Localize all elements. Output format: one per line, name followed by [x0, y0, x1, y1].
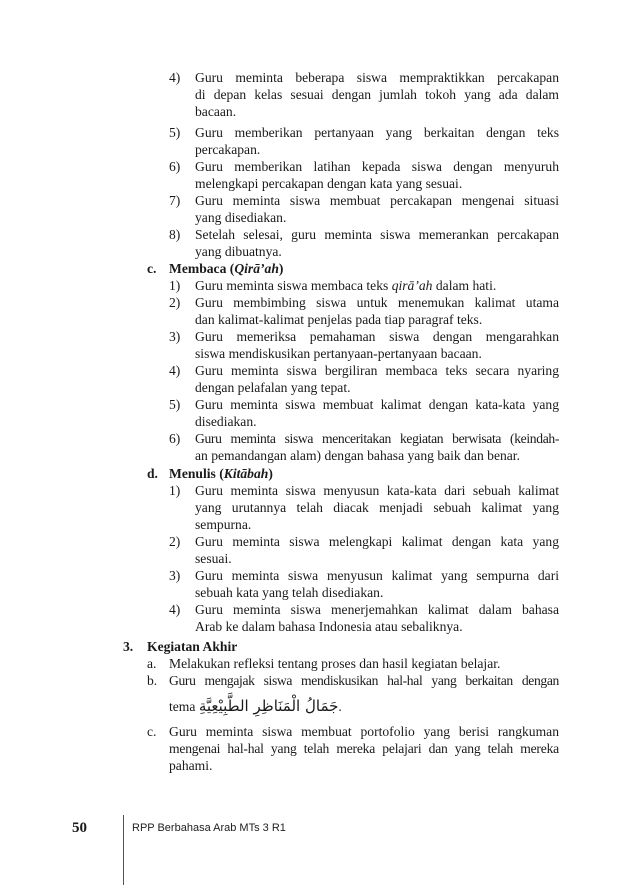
theme-line	[169, 694, 342, 718]
heading-italic: Qirā’ah	[234, 261, 279, 276]
item-number: 3)	[169, 568, 181, 583]
item-number: 5)	[169, 125, 181, 140]
list-item-text: Guru meminta siswa bergiliran membaca teks secara nyaring	[195, 363, 559, 378]
item-number: 6)	[169, 431, 181, 446]
item-letter: c.	[147, 724, 157, 739]
heading-italic: Kitābah	[223, 466, 269, 481]
list-item-text: sebuah kata yang telah disediakan.	[195, 585, 384, 600]
text-part: Guru meminta siswa membaca teks	[195, 278, 392, 293]
list-item-text: Guru meminta siswa membuat kalimat dengan kata-kata yang	[195, 397, 559, 412]
list-item-text: Guru mengajak siswa mendiskusikan hal-hal yang berkaitan dengan	[169, 673, 559, 688]
section-number: 3.	[123, 639, 134, 654]
item-number: 1)	[169, 483, 181, 498]
list-item-text: sempurna.	[195, 517, 252, 532]
heading-text: Menulis (	[169, 466, 224, 481]
heading-close: )	[268, 466, 273, 481]
list-item-text: Arab ke dalam bahasa Indonesia atau sebaliknya.	[195, 619, 463, 634]
list-item-text: yang disediakan.	[195, 210, 287, 225]
list-item-text: pahami.	[169, 758, 213, 773]
list-item-text: dengan pelafalan yang tepat.	[195, 380, 351, 395]
text-part: dalam hati.	[432, 278, 497, 293]
list-item-text: Melakukan refleksi tentang proses dan hasil kegiatan belajar.	[169, 656, 501, 671]
list-item-text: Guru meminta siswa menyusun kata-kata dari sebuah kalimat	[195, 483, 559, 498]
list-item-text: Guru meminta beberapa siswa mempraktikkan percakapan	[195, 70, 559, 85]
list-item-text: Guru meminta siswa menceritakan kegiatan berwisata (keindah-	[195, 431, 559, 446]
list-item-text: mengenai hal-hal yang telah mereka pelajari dan yang telah mereka	[169, 741, 559, 756]
section-heading	[169, 260, 283, 277]
list-item-text: Guru meminta siswa membuat portofolio yang berisi rangkuman	[169, 724, 559, 739]
list-item-text: di depan kelas sesuai dengan jumlah tokoh yang ada dalam	[195, 87, 559, 102]
item-number: 4)	[169, 70, 181, 85]
section-heading: Kegiatan Akhir	[147, 639, 238, 654]
list-item-text: Guru membimbing siswa untuk menemukan kalimat utama	[195, 295, 559, 310]
list-item-text: Guru memberikan pertanyaan yang berkaitan dengan teks	[195, 125, 559, 140]
list-item-text: yang urutannya telah diacak menjadi sebuah kalimat yang	[195, 500, 559, 515]
list-item-text: bacaan.	[195, 104, 237, 119]
item-number: 2)	[169, 534, 181, 549]
section-heading	[169, 465, 273, 482]
list-item-text: Setelah selesai, guru meminta siswa memerankan percakapan	[195, 227, 559, 242]
list-item-text: yang dibuatnya.	[195, 244, 282, 259]
item-letter: b.	[147, 673, 158, 688]
item-number: 1)	[169, 278, 181, 293]
page-number: 50	[72, 820, 87, 836]
list-item-text: Guru memberikan latihan kepada siswa dengan menyuruh	[195, 159, 559, 174]
text-part: tema	[169, 699, 196, 714]
footer-book-title: RPP Berbahasa Arab MTs 3 R1	[132, 822, 286, 834]
item-number: 5)	[169, 397, 181, 412]
list-item-text: melengkapi percakapan dengan kata yang sesuai.	[195, 176, 463, 191]
heading-text: Membaca (	[169, 261, 235, 276]
footer-divider	[123, 815, 124, 885]
item-number: 8)	[169, 227, 181, 242]
item-number: 2)	[169, 295, 181, 310]
list-item-text: Guru meminta siswa melengkapi kalimat dengan kata yang	[195, 534, 559, 549]
item-number: 4)	[169, 363, 181, 378]
heading-close: )	[278, 261, 284, 276]
arabic-theme: جَمَالُ الْمَنَاظِرِ الطَّبِيْعِيَّةِ	[198, 697, 339, 715]
list-item-text: Guru memeriksa pemahaman siswa dengan mengarahkan	[195, 329, 559, 344]
text-part: .	[338, 699, 342, 714]
item-number: 6)	[169, 159, 181, 174]
list-item-text: percakapan.	[195, 142, 261, 157]
text-italic: qirā’ah	[391, 278, 433, 293]
item-number: 4)	[169, 602, 181, 617]
list-item-text: sesuai.	[195, 551, 232, 566]
item-number: 3)	[169, 329, 181, 344]
list-item-text	[195, 277, 496, 294]
item-number: 7)	[169, 193, 181, 208]
list-item-text: Guru meminta siswa membuat percakapan mengenai situasi	[195, 193, 559, 208]
list-item-text: Guru meminta siswa menyusun kalimat yang sempurna dari	[195, 568, 559, 583]
section-letter: c.	[147, 261, 157, 276]
list-item-text: an pemandangan alam) dengan bahasa yang baik dan benar.	[195, 448, 520, 463]
list-item-text: siswa mendiskusikan pertanyaan-pertanyaan bacaan.	[195, 346, 482, 361]
list-item-text: dan kalimat-kalimat penjelas pada tiap paragraf teks.	[195, 312, 483, 327]
section-letter: d.	[147, 466, 158, 481]
list-item-text: Guru meminta siswa menerjemahkan kalimat dalam bahasa	[195, 602, 559, 617]
list-item-text: disediakan.	[195, 414, 257, 429]
item-letter: a.	[147, 656, 157, 671]
